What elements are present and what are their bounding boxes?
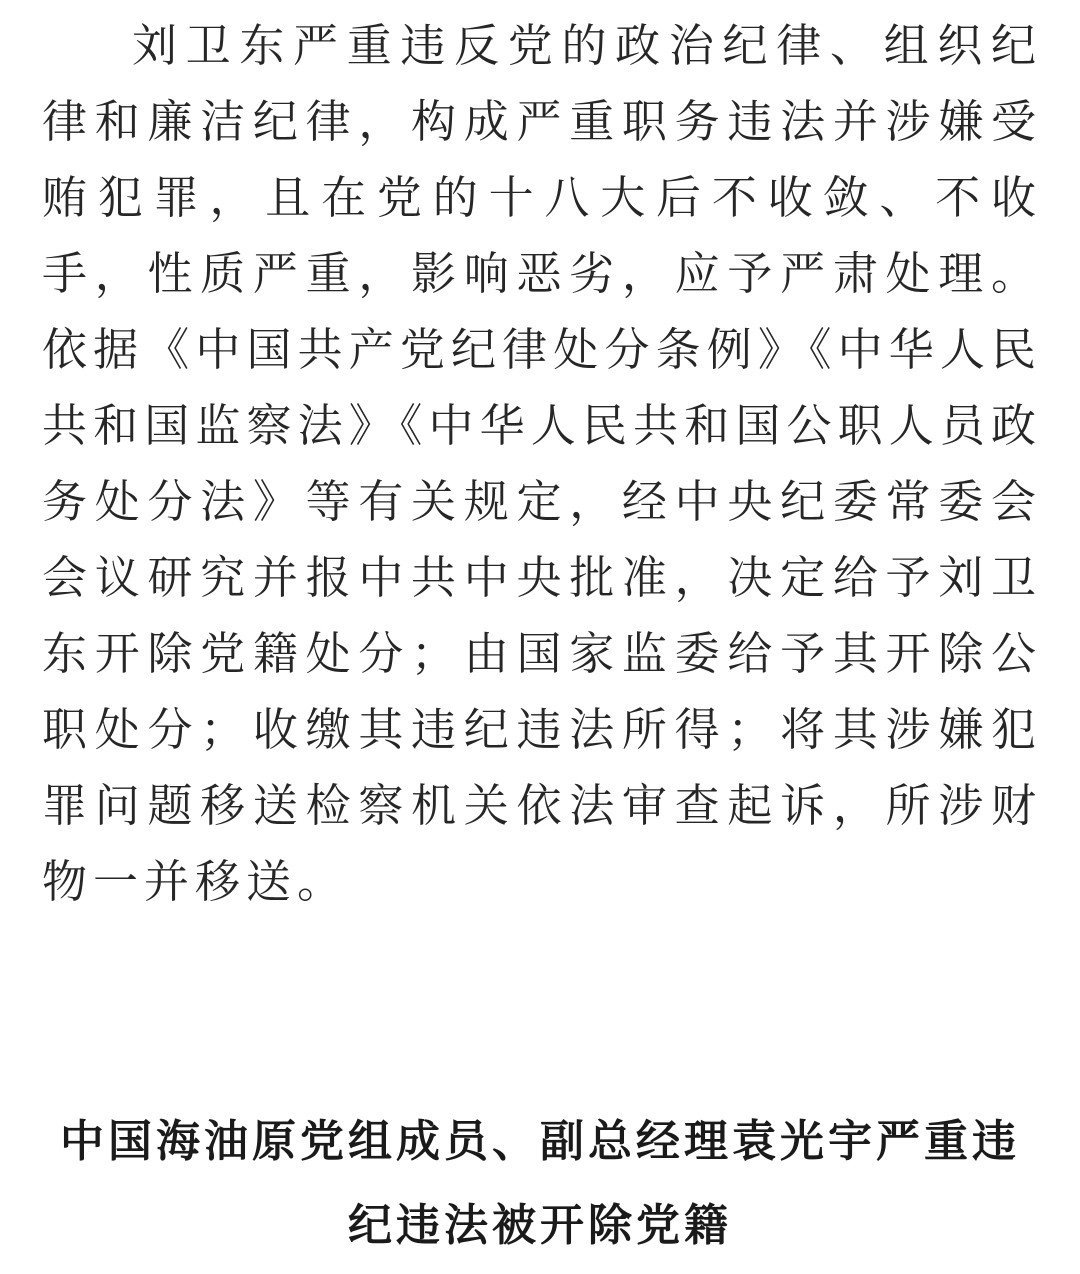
article-paragraph: 刘卫东严重违反党的政治纪律、组织纪律和廉洁纪律，构成严重职务违法并涉嫌受贿犯罪，且在党的十八大后不收敛、不收手，性质严重，影响恶劣，应予严肃处理。依据《中国共产党纪律处分条例》《中华人民共和国监察法》《中华人民共和国公职人员政务处分法》等有关规定，经中央纪委常委会会议研究并报中共中央批准，决定给予刘卫东开除党籍处分；由国家监委给予其开除公职处分；收缴其违纪违法所得；将其涉嫌犯罪问题移送检察机关依法审查起诉，所涉财物一并移送。 [42, 19, 1042, 908]
section-headline: 中国海油原党组成员、副总经理袁光宇严重违纪违法被开除党籍 [60, 1116, 1020, 1251]
